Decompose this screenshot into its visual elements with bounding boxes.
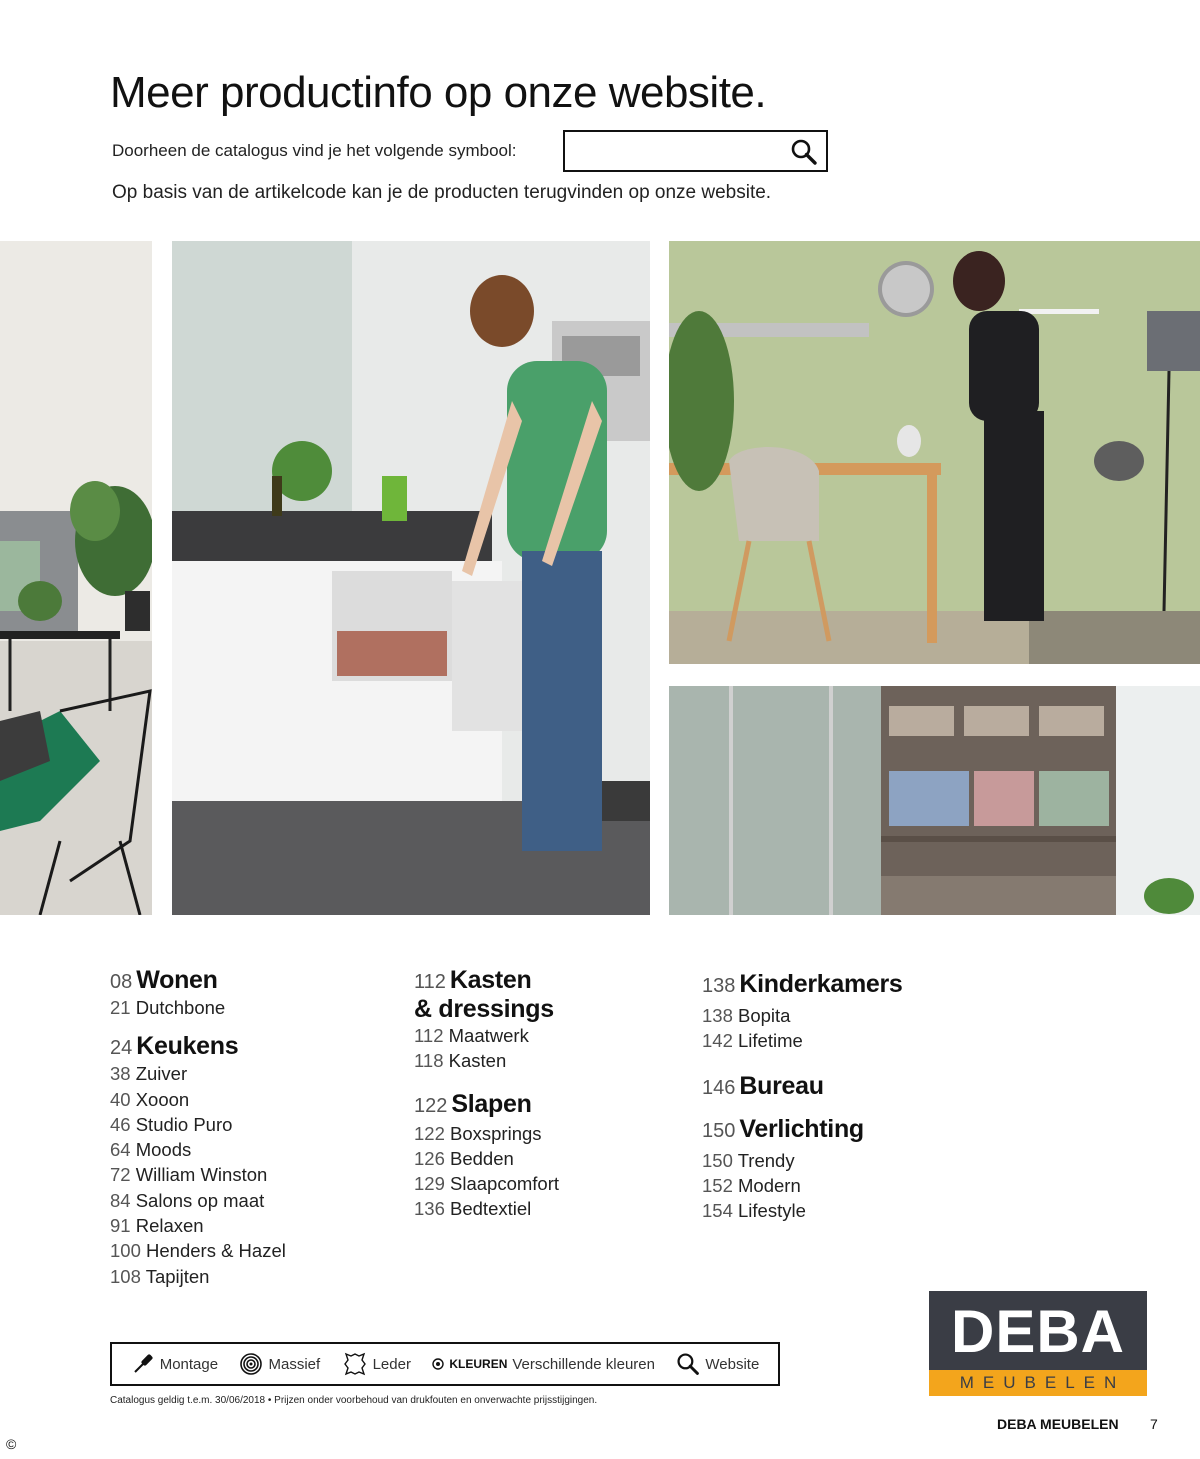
toc-section-keukens (110, 1032, 286, 1061)
toc-item-page: 40 (110, 1088, 131, 1110)
footer-brand: DEBA MEUBELEN (997, 1416, 1119, 1432)
toc-item (702, 1003, 903, 1028)
section-title: Verlichting (739, 1114, 864, 1143)
toc-item-label: Maatwerk (448, 1025, 529, 1046)
toc-item-page: 100 (110, 1240, 141, 1262)
section-number: 122 (414, 1094, 448, 1117)
section-number: 146 (702, 1076, 736, 1099)
wood-rings-icon (239, 1352, 263, 1376)
toc-column-2 (414, 966, 559, 1222)
toc-section-bureau (702, 1072, 903, 1101)
legend-label: Leder (372, 1355, 411, 1373)
section-title: Wonen (136, 966, 218, 994)
toc-section-kinderkamers (702, 970, 903, 999)
toc-item (414, 1023, 559, 1048)
toc-item-label: Henders & Hazel (146, 1240, 286, 1262)
toc-item-page: 138 (702, 1005, 733, 1026)
toc-item-page: 112 (414, 1025, 444, 1046)
section-number: 138 (702, 975, 736, 997)
toc-item-label: Moods (135, 1139, 192, 1161)
legend-label: Verschillende kleuren (512, 1355, 655, 1373)
section-title-line-2: & dressings (414, 995, 554, 1023)
toc-item-label: Bopita (738, 1005, 791, 1026)
toc-list-wonen (110, 995, 286, 1020)
toc-item-page: 122 (414, 1122, 445, 1144)
toc-item-page: 142 (702, 1030, 733, 1052)
section-title: Bureau (739, 1071, 824, 1100)
toc-item-page: 91 (110, 1215, 131, 1237)
toc-column-3 (702, 970, 903, 1223)
search-icon (676, 1352, 700, 1376)
screwdriver-icon (131, 1352, 155, 1376)
photo-wardrobe (669, 686, 1200, 915)
toc-item-page: 118 (414, 1050, 444, 1072)
toc-item-page: 136 (414, 1198, 445, 1220)
section-title: Keukens (136, 1032, 239, 1061)
section-number: 24 (110, 1037, 133, 1060)
toc-item (702, 1028, 903, 1053)
copyright-symbol: © (6, 1436, 17, 1452)
toc-item-page: 150 (702, 1149, 733, 1171)
toc-item (110, 1112, 286, 1137)
toc-item-label: Bedtextiel (450, 1198, 532, 1220)
toc-item-page: 108 (110, 1265, 141, 1287)
toc-item-page: 46 (110, 1113, 131, 1135)
validity-notice: Catalogus geldig t.e.m. 30/06/2018 • Prijzen onder voorbehoud van drukfouten en onverwachte prijsstijgingen. (110, 1395, 598, 1406)
section-number: 112 (414, 971, 446, 993)
deba-logo (929, 1291, 1147, 1396)
section-number: 150 (702, 1119, 736, 1142)
website-symbol-box (563, 130, 828, 172)
color-dot-icon (432, 1358, 444, 1370)
logo-sub-text: MEUBELEN (929, 1370, 1147, 1396)
toc-item-label: Dutchbone (135, 997, 226, 1018)
legend-key: KLEUREN (449, 1357, 508, 1371)
toc-item-page: 21 (110, 997, 131, 1018)
toc-item-label: Salons op maat (135, 1189, 265, 1211)
toc-item (702, 1198, 903, 1223)
toc-item (110, 1188, 286, 1213)
icon-legend (110, 1342, 780, 1386)
page-number: 7 (1150, 1416, 1158, 1432)
toc-section-slapen (414, 1090, 559, 1119)
legend-massief (239, 1352, 320, 1376)
legend-label: Montage (159, 1355, 219, 1373)
toc-item (702, 1148, 903, 1173)
toc-list-slapen (414, 1121, 559, 1222)
section-number: 08 (110, 971, 133, 993)
section-title: Kasten (449, 966, 532, 994)
toc-item-label: Lifetime (738, 1030, 803, 1052)
toc-item (414, 1146, 559, 1171)
toc-list-kasten (414, 1023, 559, 1074)
toc-item-label: Kasten (448, 1050, 507, 1072)
legend-kleuren (432, 1356, 655, 1373)
toc-item (110, 1137, 286, 1162)
toc-section-kasten (414, 966, 559, 995)
toc-item-page: 38 (110, 1063, 131, 1085)
page-title: Meer productinfo op onze website. (110, 68, 767, 117)
toc-item-label: Xooon (135, 1088, 190, 1110)
legend-label: Website (705, 1355, 760, 1373)
toc-list-keukens (110, 1061, 286, 1289)
leather-hide-icon (342, 1351, 368, 1377)
toc-item-label: Boxsprings (450, 1122, 542, 1144)
toc-item (110, 1264, 286, 1289)
toc-item (110, 1061, 286, 1086)
toc-item-label: Relaxen (135, 1215, 204, 1237)
toc-item (414, 1121, 559, 1146)
toc-item-page: 152 (702, 1174, 733, 1196)
toc-item (110, 1213, 286, 1238)
toc-item-label: Tapijten (145, 1265, 210, 1287)
toc-item (110, 1087, 286, 1112)
toc-item-page: 84 (110, 1189, 131, 1211)
toc-item-page: 129 (414, 1173, 445, 1195)
legend-leder (342, 1351, 411, 1377)
toc-item-label: Bedden (450, 1147, 514, 1169)
toc-item (414, 1171, 559, 1196)
intro-text: Op basis van de artikelcode kan je de producten terugvinden op onze website. (112, 182, 772, 203)
toc-item-label: William Winston (135, 1164, 268, 1186)
toc-item (110, 1162, 286, 1187)
toc-item (110, 1238, 286, 1263)
section-title: Kinderkamers (739, 970, 903, 998)
toc-item (110, 995, 286, 1020)
toc-item-page: 154 (702, 1200, 733, 1222)
toc-item-page: 72 (110, 1164, 131, 1186)
legend-montage (131, 1352, 218, 1376)
photo-kitchen (172, 241, 650, 915)
toc-item (702, 1173, 903, 1198)
toc-item-label: Slaapcomfort (450, 1173, 560, 1195)
toc-item (414, 1196, 559, 1221)
toc-item (414, 1048, 559, 1073)
toc-item-label: Modern (738, 1174, 801, 1196)
symbol-label: Doorheen de catalogus vind je het volgende symbool: (112, 141, 517, 160)
toc-item-page: 126 (414, 1147, 445, 1169)
section-title: Slapen (451, 1089, 532, 1118)
symbol-line (112, 130, 517, 172)
toc-list-kinderkamers (702, 1003, 903, 1054)
toc-column-1 (110, 966, 286, 1289)
logo-main-text: DEBA (950, 1298, 1125, 1365)
toc-item-page: 64 (110, 1139, 131, 1161)
toc-list-verlichting (702, 1148, 903, 1224)
toc-item-label: Zuiver (135, 1063, 188, 1085)
toc-item-label: Studio Puro (135, 1113, 233, 1135)
photo-living-room (0, 241, 152, 915)
toc-item-label: Lifestyle (738, 1200, 806, 1222)
toc-section-verlichting (702, 1115, 903, 1144)
toc-section-wonen (110, 966, 286, 995)
legend-label: Massief (268, 1355, 321, 1373)
photo-dining-room (669, 241, 1200, 664)
legend-website (676, 1352, 759, 1376)
search-icon (790, 138, 818, 166)
toc-item-label: Trendy (737, 1149, 795, 1171)
